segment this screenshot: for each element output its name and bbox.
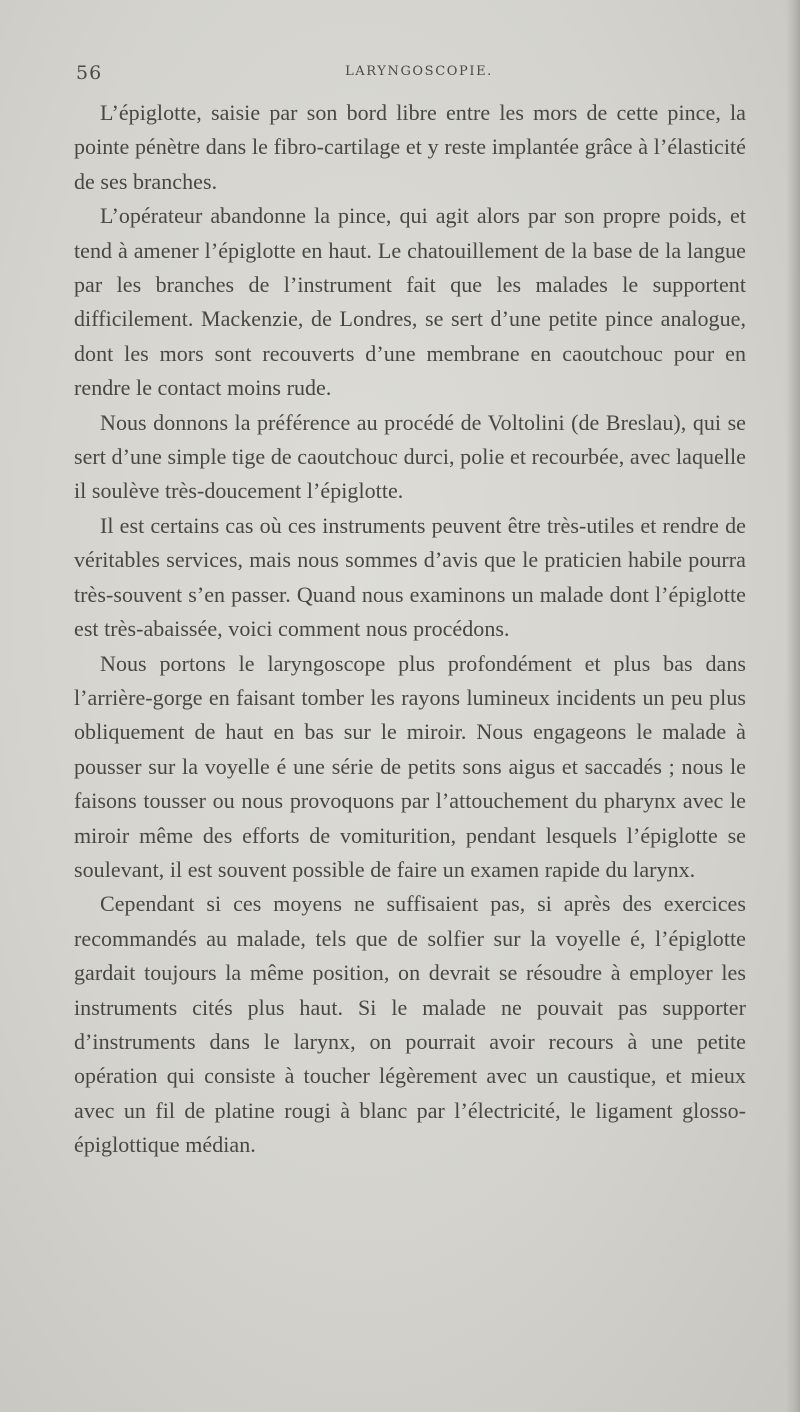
- paragraph-6: Cependant si ces moyens ne suffisaient pas, si après des exercices recommandés au malade, tels que de solfier sur la voyelle é, l’épiglotte gardait toujours la même position, on devrait se résoudre à employer les instruments cités plus haut. Si le malade ne pouvait pas supporter d’instruments dans le larynx, on pourrait avoir recours à une petite opération qui consiste à toucher légèrement avec un caustique, et mieux avec un fil de platine rougi à blanc par l’électricité, le ligament glosso-épiglottique médian.: [74, 891, 746, 1158]
- paragraph-1: L’épiglotte, saisie par son bord libre entre les mors de cette pince, la pointe pénètre dans le fibro-cartilage et y reste implantée grâce à l’élasticité de ses branches.: [74, 100, 746, 194]
- running-title: LARYNGOSCOPIE.: [345, 64, 493, 79]
- paragraph-5: Nous portons le laryngoscope plus profondément et plus bas dans l’arrière-gorge en faisant tomber les rayons lumineux incidents un peu plus obliquement de haut en bas sur le miroir. Nous engageons le malade à pousser sur la voyelle é une série de petits sons aigus et saccadés ; nous le faisons tousser ou nous provoquons par l’attouchement du pharynx avec le miroir même des efforts de vomiturition, pendant lesquels l’épiglotte se soulevant, il est souvent possible de faire un examen rapide du larynx.: [74, 650, 746, 882]
- paragraph-4: Il est certains cas où ces instruments peuvent être très-utiles et rendre de véritables services, mais nous sommes d’avis que le praticien habile pourra très-souvent s’en passer. Quand nous examinons un malade dont l’épiglotte est très-abaissée, voici comment nous procédons.: [74, 512, 746, 642]
- page-edge-shadow: [786, 0, 800, 1412]
- paragraph-3: Nous donnons la préférence au procédé de Voltolini (de Breslau), qui se sert d’une simple tige de caoutchouc durci, polie et recourbée, avec laquelle il soulève très-doucement l’épiglotte.: [74, 409, 746, 504]
- body-text: [74, 96, 746, 1163]
- page-number: 56: [76, 62, 103, 84]
- running-header: [76, 58, 748, 88]
- paragraph-2: L’opérateur abandonne la pince, qui agit alors par son propre poids, et tend à amener l’épiglotte en haut. Le chatouillement de la base de la langue par les branches de l’instrument fait que les malades le supportent difficilement. Mackenzie, de Londres, se sert d’une petite pince analogue, dont les mors sont recouverts d’une membrane en caoutchouc pour en rendre le contact moins rude.: [74, 203, 746, 401]
